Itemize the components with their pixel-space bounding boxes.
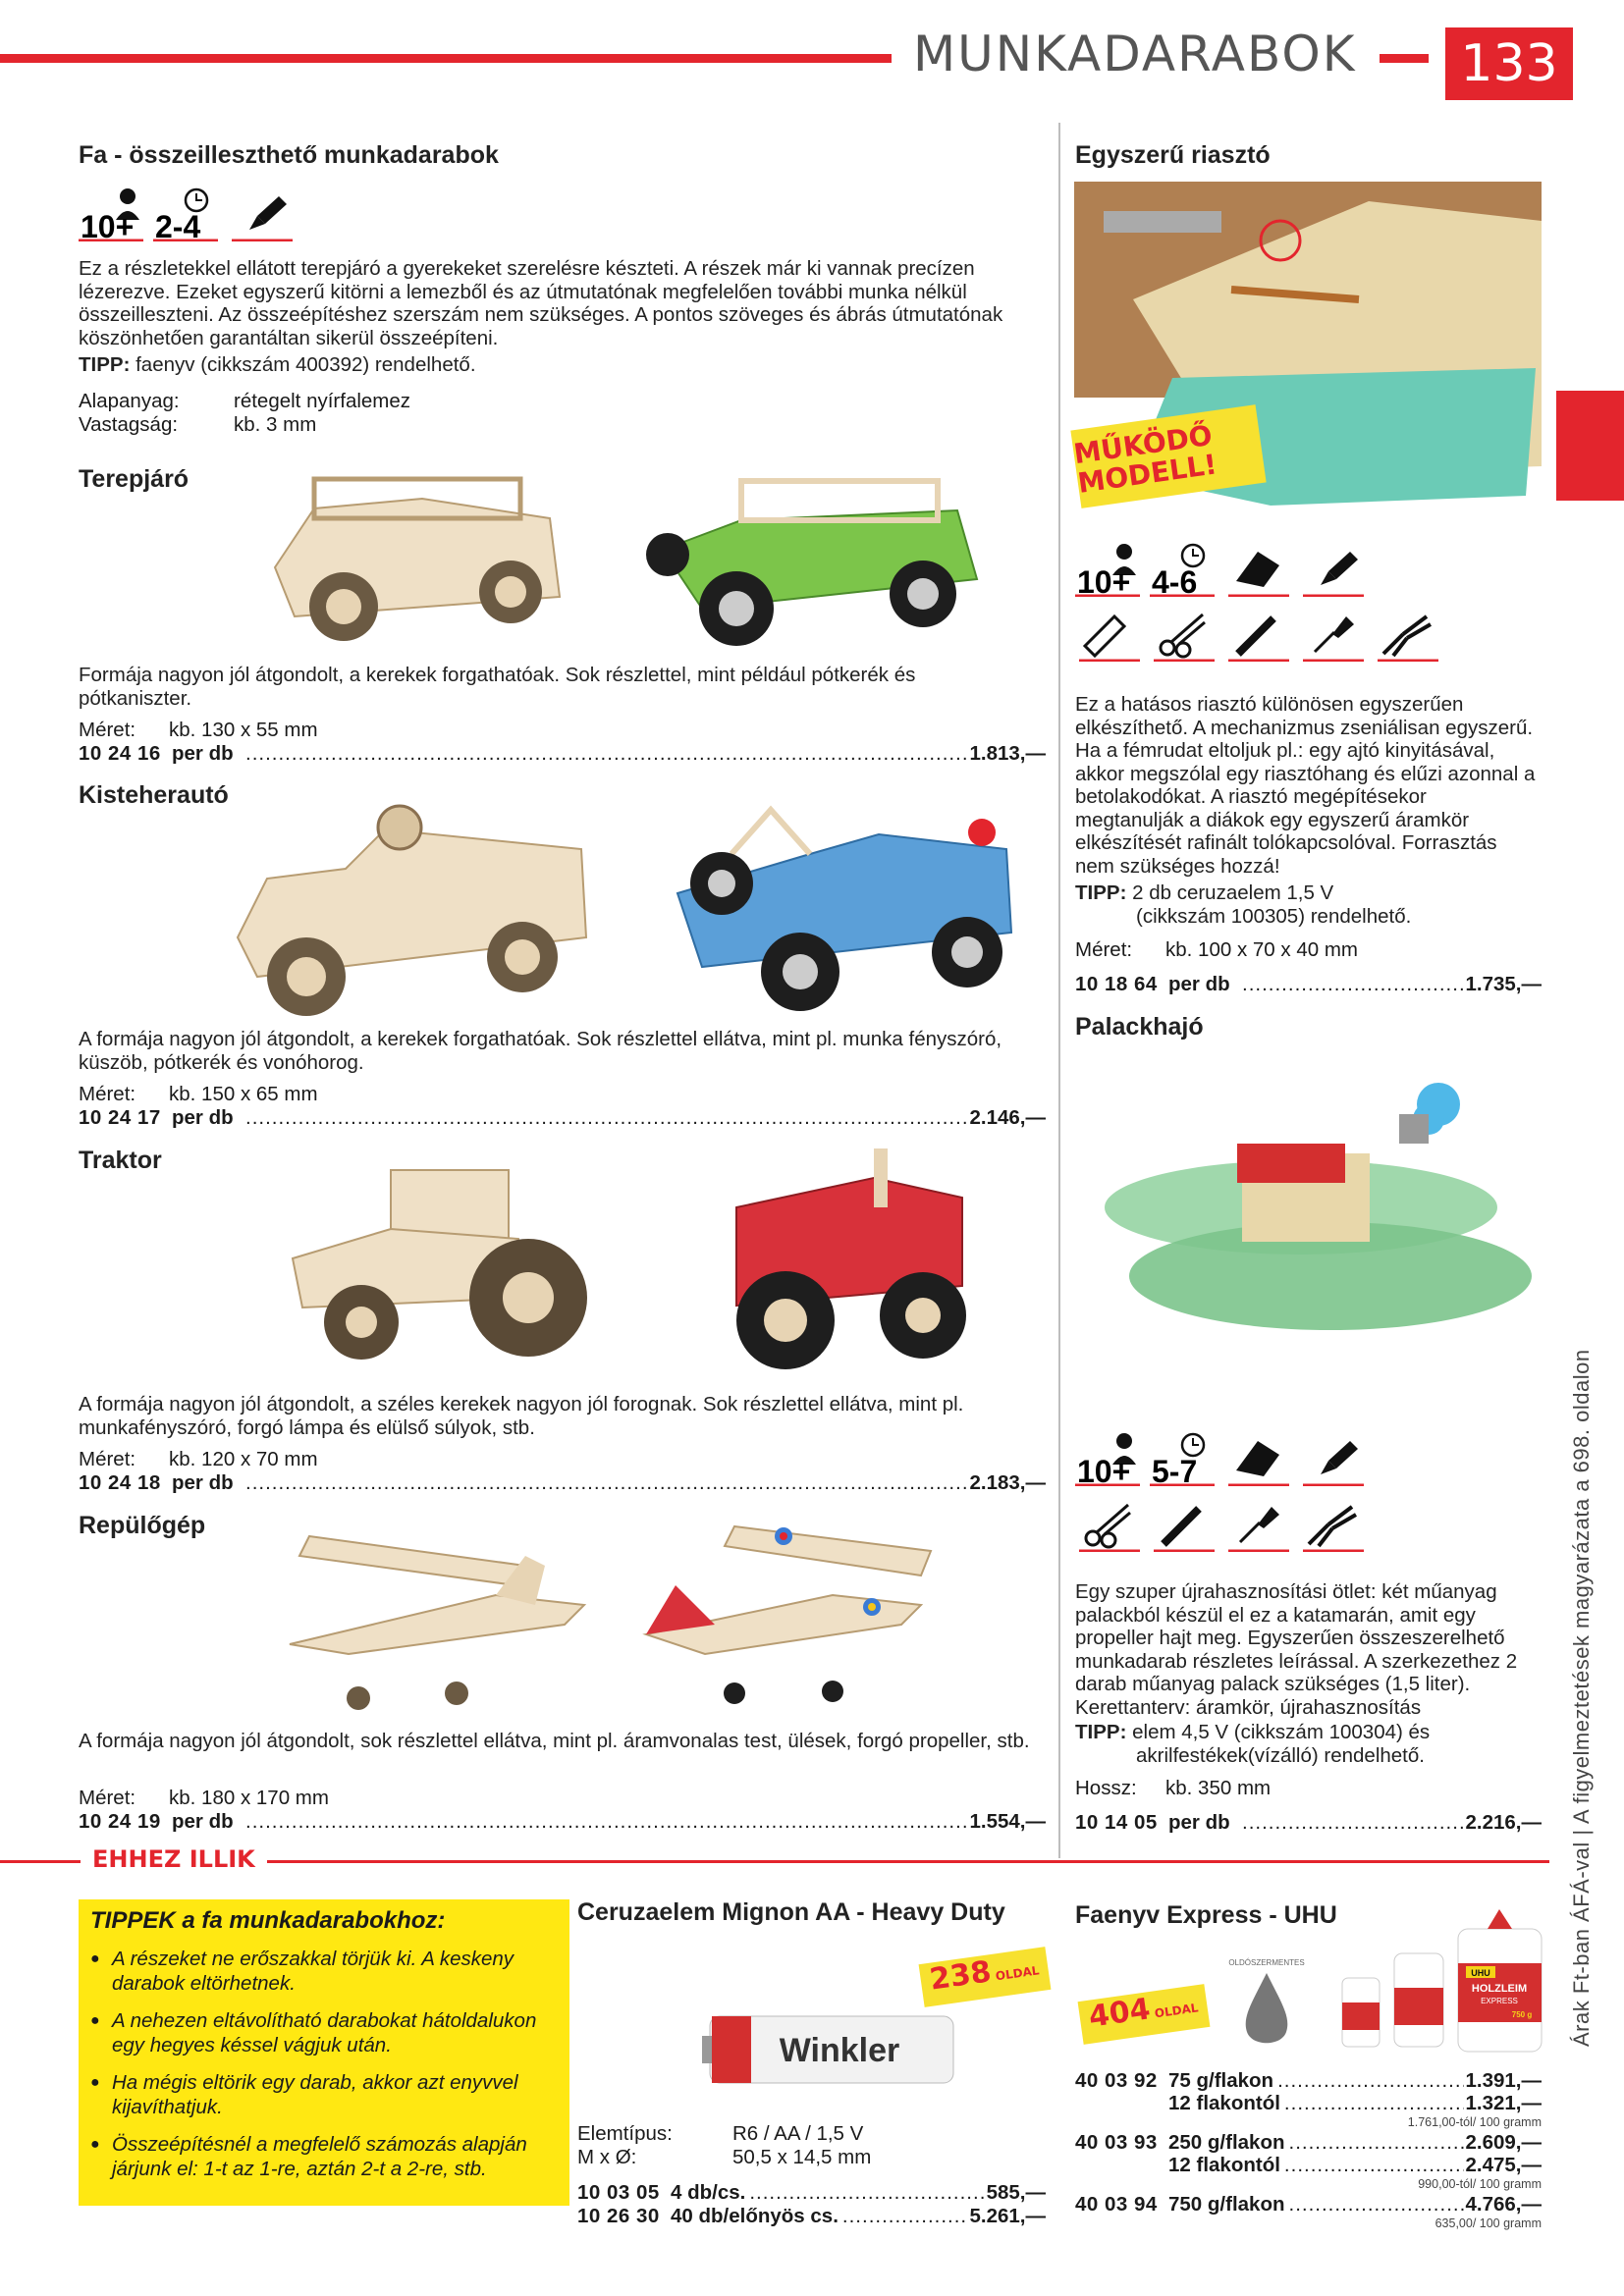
price-row-boat: 10 14 05 per db ..... 2.216,— [1075, 1811, 1542, 1835]
product-desc-tractor: A formája nagyon jól átgondolt, a széles kerekek nagyon jól forognak. Sok részlettel ellátva, mint pl. munkafényszóró, forgó lámpa és elülső súlyok, stb. [79, 1393, 964, 1439]
price-row-glue-250: 40 03 93 250 g/flakon ..... 2.609,— [1075, 2131, 1542, 2155]
boat-size: Hossz: kb. 350 mm [1075, 1777, 1272, 1799]
section-heading: Fa - összeilleszthető munkadarabok [79, 141, 499, 169]
product-title-jeep: Terepjáró [79, 465, 189, 493]
age-player-icon [79, 187, 143, 241]
price-row-battery-40: 10 26 30 40 db/előnyös cs. ..... 5.261,— [577, 2205, 1046, 2228]
tips-list [90, 1947, 552, 2194]
unit-price-note: 635,00/ 100 gramm [1435, 2216, 1542, 2230]
pliers-icon [1299, 1497, 1364, 1552]
working-model-badge: MŰKÖDŐ MODELL! [1070, 404, 1266, 508]
glue-icon [1299, 542, 1364, 597]
tip-item: ● Ha mégis eltörik egy darab, akkor azt enyvvel kijavíthatjuk. [90, 2070, 552, 2119]
glue-bottles-image [1340, 1909, 1546, 2056]
price-row-battery-4: 10 03 05 4 db/cs. ..... 585,— [577, 2181, 1046, 2205]
svg-text:5-7: 5-7 [1152, 1454, 1198, 1486]
svg-text:2-4: 2-4 [155, 209, 201, 241]
alarm-tip: TIPP: 2 db ceruzaelem 1,5 V (cikkszám 100305) rendelhető. [1075, 881, 1412, 928]
svg-text:EXPRESS: EXPRESS [1481, 1997, 1518, 2005]
price-row-glue-750: 40 03 94 750 g/flakon ..... 4.766,— [1075, 2193, 1542, 2216]
column-divider [1058, 123, 1060, 1858]
scissors-icon [1075, 1497, 1140, 1552]
header-rule-right [1380, 54, 1429, 63]
sanding-icon [1224, 542, 1289, 597]
battery-image [702, 2010, 957, 2089]
svg-text:10+: 10+ [81, 209, 135, 241]
saw-icon [1075, 607, 1140, 662]
file-icon [1224, 607, 1289, 662]
intro-text: Ez a részletekkel ellátott terepjáró a gyerekeket szerelésre készteti. A részek már ki vannak precízen lézerezve. Ezeket egyszerű kitörni a lemezből és az útmutatónak megfelelően további munka nélkül összeilleszteni. Az összeépítéshez szerszám nem szükséges. A pontos szöveges és ábrás útmutatónak köszönhetően garantáltan sikerül összeépíteni. [79, 257, 1003, 349]
wooden-jeep-image [255, 450, 579, 656]
time-players-icon [1150, 542, 1215, 597]
svg-text:10+: 10+ [1077, 564, 1131, 597]
battery-page-badge: 238 OLDAL [919, 1947, 1052, 2007]
price-row-jeep: 10 24 16 per db ..... 1.813,— [79, 742, 1046, 766]
painted-tractor-image [707, 1139, 972, 1374]
product-desc-truck: A formája nagyon jól átgondolt, a kerekek forgathatóak. Sok részlettel ellátva, mint pl. munka fényszóró, küszöb, pótkerék és vonóhorog. [79, 1028, 1002, 1074]
section-title: MUNKADARABOK [913, 26, 1357, 82]
wooden-plane-image [270, 1526, 609, 1723]
glue-icon [1299, 1431, 1364, 1486]
pliers-icon [1374, 607, 1438, 662]
solvent-free-drop-icon [1222, 1953, 1311, 2061]
price-row-glue-75: 40 03 92 75 g/flakon ..... 1.391,— [1075, 2069, 1542, 2093]
svg-text:UHU: UHU [1471, 1968, 1490, 1978]
boat-icons-row1 [1075, 1431, 1364, 1486]
price-row-tractor: 10 24 18 per db ..... 2.183,— [79, 1471, 1046, 1495]
boat-title: Palackhajó [1075, 1013, 1204, 1041]
intro-tip: TIPP: faenyv (cikkszám 400392) rendelhető. [79, 353, 476, 376]
age-player-icon [1075, 1431, 1140, 1486]
scissors-icon [1150, 607, 1215, 662]
alarm-size: Méret: kb. 100 x 70 x 40 mm [1075, 938, 1358, 961]
product-title-truck: Kisteherautó [79, 781, 229, 809]
battery-title: Ceruzaelem Mignon AA - Heavy Duty [577, 1898, 1005, 1926]
product-size-truck: Méret: kb. 150 x 65 mm [79, 1083, 318, 1105]
related-label: EHHEZ ILLIK [81, 1845, 267, 1873]
svg-text:750 g: 750 g [1511, 2010, 1533, 2019]
alarm-title: Egyszerű riasztó [1075, 141, 1271, 169]
painted-jeep-image [643, 461, 992, 658]
boat-tip: TIPP: elem 4,5 V (cikkszám 100304) és akrilfestékek(vízálló) rendelhető. [1075, 1721, 1431, 1767]
unit-price-note: 1.761,00-tól/ 100 gramm [1407, 2115, 1542, 2129]
sanding-icon [1224, 1431, 1289, 1486]
alarm-icons-row2 [1075, 607, 1438, 662]
svg-text:OLDÓSZERMENTES: OLDÓSZERMENTES [1228, 1958, 1305, 1967]
svg-text:4-6: 4-6 [1152, 564, 1198, 597]
painted-plane-image [636, 1517, 941, 1723]
screwdriver-icon [1299, 607, 1364, 662]
header-rule-left [0, 54, 892, 63]
svg-text:Winkler: Winkler [779, 2032, 900, 2069]
svg-text:HOLZLEIM: HOLZLEIM [1471, 1983, 1528, 1995]
product-title-tractor: Traktor [79, 1147, 162, 1174]
unit-price-note: 990,00-tól/ 100 gramm [1418, 2177, 1542, 2191]
tips-title: TIPPEK a fa munkadarabokhoz: [90, 1907, 446, 1934]
price-row-glue-250-bulk: 12 flakontól ..... 2.475,— [1168, 2154, 1542, 2177]
side-note: Árak Ft-ban ÁFÁ-val | A figyelmeztetések magyarázata a 698. oldalon [1569, 1349, 1594, 2047]
painted-truck-image [663, 795, 1026, 1026]
screwdriver-icon [1224, 1497, 1289, 1552]
boat-icons-row2 [1075, 1497, 1364, 1552]
alarm-icons-row1 [1075, 542, 1364, 597]
page-number: 133 [1445, 27, 1573, 100]
product-desc-jeep: Formája nagyon jól átgondolt, a kerekek forgathatóak. Sok részlettel, mint például pótkerék és pótkaniszter. [79, 664, 916, 710]
age-player-icon [1075, 542, 1140, 597]
wooden-tractor-image [283, 1141, 597, 1368]
time-players-icon [153, 187, 218, 241]
battery-spec: Elemtípus: R6 / AA / 1,5 V M x Ø: 50,5 x 14,5 mm [577, 2122, 872, 2168]
tip-item: ● A részeket ne erőszakkal törjük ki. A keskeny darabok eltörhetnek. [90, 1947, 552, 1996]
tip-item: ● Összeépítésnél a megfelelő számozás alapján járjunk el: 1-t az 1-re, aztán 2-t a 2-re, stb. [90, 2132, 552, 2181]
bottle-boat-image [1075, 1065, 1551, 1340]
glue-icon [228, 187, 293, 241]
glue-page-badge: 404 OLDAL [1078, 1984, 1211, 2045]
product-size-plane: Méret: kb. 180 x 170 mm [79, 1787, 329, 1809]
product-size-jeep: Méret: kb. 130 x 55 mm [79, 719, 318, 741]
wooden-truck-image [228, 790, 591, 1026]
product-desc-plane: A formája nagyon jól átgondolt, sok részlettel ellátva, mint pl. áramvonalas test, ülések, forgó propeller, stb. [79, 1730, 1030, 1752]
price-row-glue-75-bulk: 12 flakontól ..... 1.321,— [1168, 2092, 1542, 2115]
age-icons [79, 187, 293, 241]
svg-text:10+: 10+ [1077, 1454, 1131, 1486]
glue-title: Faenyv Express - UHU [1075, 1901, 1337, 1929]
price-row-plane: 10 24 19 per db ..... 1.554,— [79, 1810, 1046, 1834]
alarm-desc: Ez a hatásos riasztó különösen egyszerűen elkészíthető. A mechanizmus zseniálisan egyszerű. Ha a fémrudat eltoljuk pl.: egy ajtó kinyitásával, akkor megszólal egy riasztóhang és elűzi azonnal a betolakodókat. A riasztó megépítésekor megtanulják a diákok egy egyszerű áramkör elkészítését rafinált tolókapcsolóval. Forrasztás nem szükséges hozzá! [1075, 693, 1536, 878]
price-row-truck: 10 24 17 per db ..... 2.146,— [79, 1106, 1046, 1130]
side-tab-marker [1556, 391, 1624, 501]
time-players-icon [1150, 1431, 1215, 1486]
product-title-plane: Repülőgép [79, 1512, 206, 1539]
product-size-tractor: Méret: kb. 120 x 70 mm [79, 1448, 318, 1470]
tip-item: ● A nehezen eltávolítható darabokat hátoldalukon egy hegyes késsel vágjuk után. [90, 2008, 552, 2057]
file-icon [1150, 1497, 1215, 1552]
material-spec: Alapanyag: rétegelt nyírfalemez Vastagság: kb. 3 mm [79, 390, 411, 436]
boat-desc: Egy szuper újrahasznosítási ötlet: két műanyag palackból készül el ez a katamarán, amit egy propeller hajt meg. Egyszerűen összeszerelhető munkadarab részletes leírással. A szerkezethez 2 darab műanyag palack szükséges (1,5 liter). Kerettanterv: áramkör, újrahasznosítás [1075, 1580, 1518, 1719]
price-row-alarm: 10 18 64 per db ..... 1.735,— [1075, 973, 1542, 996]
